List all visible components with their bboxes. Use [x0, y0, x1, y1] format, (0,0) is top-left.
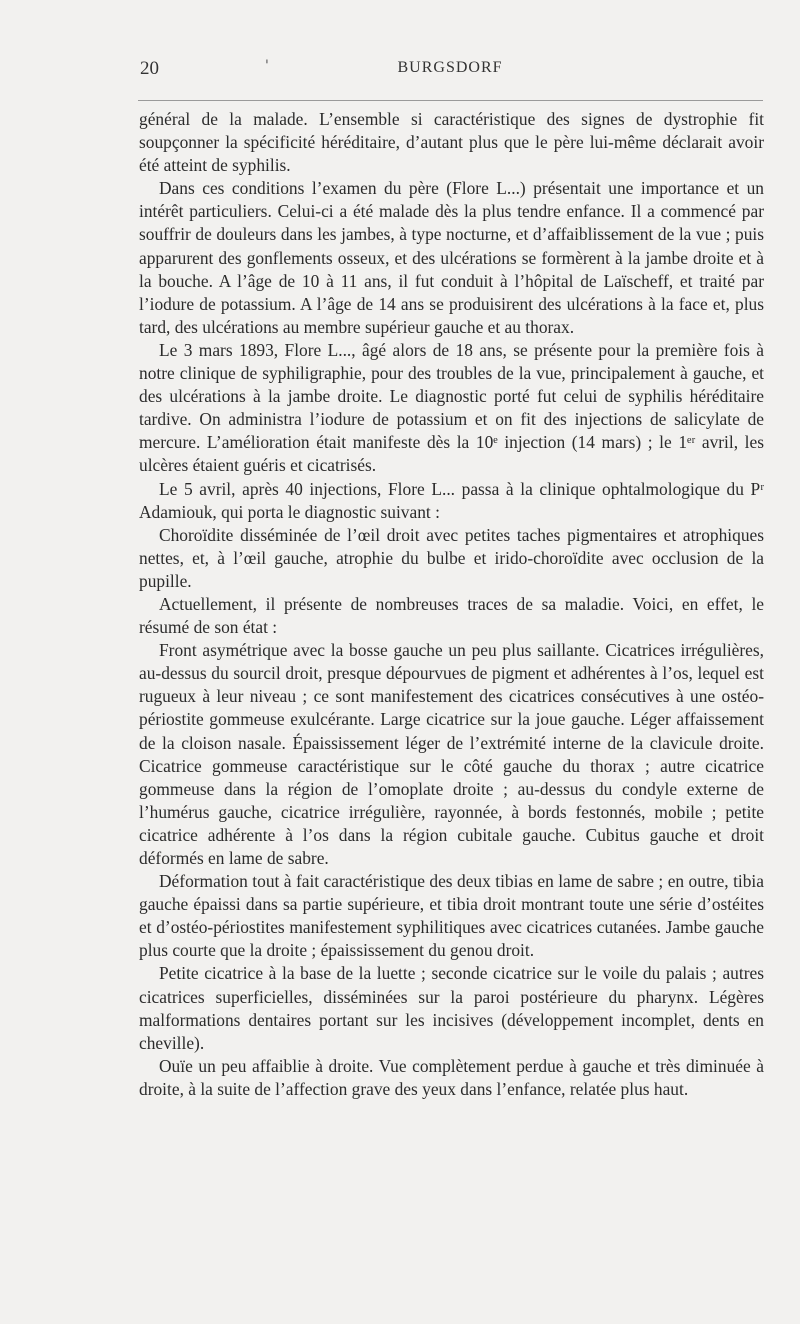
- paragraph-palate: Petite cicatrice à la base de la luette ; seconde cicatrice sur le voile du palais ; autres cicatrices superficielles, disséminées sur la paroi postérieure du pharynx. Légères malformations dentaires portant sur les incisives (développement incomplet, dents en cheville).: [139, 963, 764, 1053]
- body-text: [139, 108, 764, 1101]
- paragraph-scars: Front asymétrique avec la bosse gauche un peu plus saillante. Cicatrices irrégulières, au-dessus du sourcil droit, presque dépourvues de pigment et adhérentes à l’os, lequel est rugueux à leur niveau ; ce sont manifestement des cicatrices consécutives à une ostéo-périostite gommeuse exulcérante. Large cicatrice sur la joue gauche. Léger affaissement de la cloison nasale. Épaississement léger de l’extrémité interne de la clavicule droite. Cicatrice gommeuse caractéristique sur le côté gauche du thorax ; autre cicatrice gommeuse dans la région de l’omoplate droite ; au-dessus du condyle externe de l’humérus gauche, cicatrice irrégulière, rayonnée, à bords festonnés, mobile ; petite cicatrice adhérente à l’os dans la région cubitale gauche. Cubitus gauche et droit déformés en lame de sabre.: [139, 640, 764, 868]
- paragraph-ophthalmology: Le 5 avril, après 40 injections, Flore L... passa à la clinique ophtalmologique du Pʳ Adamiouk, qui porta le diagnostic suivant :: [139, 478, 764, 522]
- page-number: 20: [140, 58, 159, 79]
- header-mark: ': [265, 58, 269, 74]
- paragraph-current-state: Actuellement, il présente de nombreuses traces de sa maladie. Voici, en effet, le résumé de son état :: [139, 593, 764, 638]
- paragraph-senses: Ouïe un peu affaiblie à droite. Vue complètement perdue à gauche et très diminuée à droite, à la suite de l’affection grave des yeux dans l’enfance, relatée plus haut.: [139, 1055, 764, 1099]
- paragraph-diagnosis: Choroïdite disséminée de l’œil droit avec petites taches pigmentaires et atrophiques nettes, et, à l’œil gauche, atrophie du bulbe et irido-choroïdite avec occlusion de la pupille.: [139, 524, 764, 591]
- paragraph-continuation: général de la malade. L’ensemble si caractéristique des signes de dystrophie fit soupçonner la spécificité héréditaire, d’autant plus que le père lui-même déclarait avoir été atteint de syphilis.: [139, 109, 764, 176]
- running-title: BURGSDORF: [397, 59, 503, 76]
- paragraph-father-exam: Dans ces conditions l’examen du père (Flore L...) présentait une importance et un intérêt particuliers. Celui-ci a été malade dès la plus tendre enfance. Il a commencé par souffrir de douleurs dans les jambes, à type nocturne, et d’affaiblissement de la vue ; puis apparurent des gonflements osseux, et des ulcérations se formèrent à la jambe droite et à la bouche. A l’âge de 10 à 11 ans, il fut conduit à l’hôpital de Laïscheff, et traité par l’iodure de potassium. A l’âge de 14 ans se produisirent des ulcérations à la face et, plus tard, des ulcérations au membre supérieur gauche et au thorax.: [139, 178, 764, 337]
- header-rule: [138, 100, 763, 101]
- paragraph-tibias: Déformation tout à fait caractéristique des deux tibias en lame de sabre ; en outre, tibia gauche épaissi dans sa partie supérieure, et tibia droit montrant toute une série d’ostéites et d’ostéo-périostites manifestement syphilitiques avec cicatrices cutanées. Jambe gauche plus courte que la droite ; épaississement du genou droit.: [139, 871, 764, 961]
- paragraph-clinic-visit: Le 3 mars 1893, Flore L..., âgé alors de 18 ans, se présente pour la première fois à notre clinique de syphiligraphie, pour des troubles de la vue, principalement à gauche, et des ulcérations à la jambe droite. Le diagnostic porté fut celui de syphilis héréditaire tardive. On administra l’iodure de potassium et on fit des injections de salicylate de mercure. L’amélioration était manifeste dès la 10ᵉ injection (14 mars) ; le 1ᵉʳ avril, les ulcères étaient guéris et cicatrisés.: [139, 339, 764, 476]
- page-header: [140, 58, 760, 86]
